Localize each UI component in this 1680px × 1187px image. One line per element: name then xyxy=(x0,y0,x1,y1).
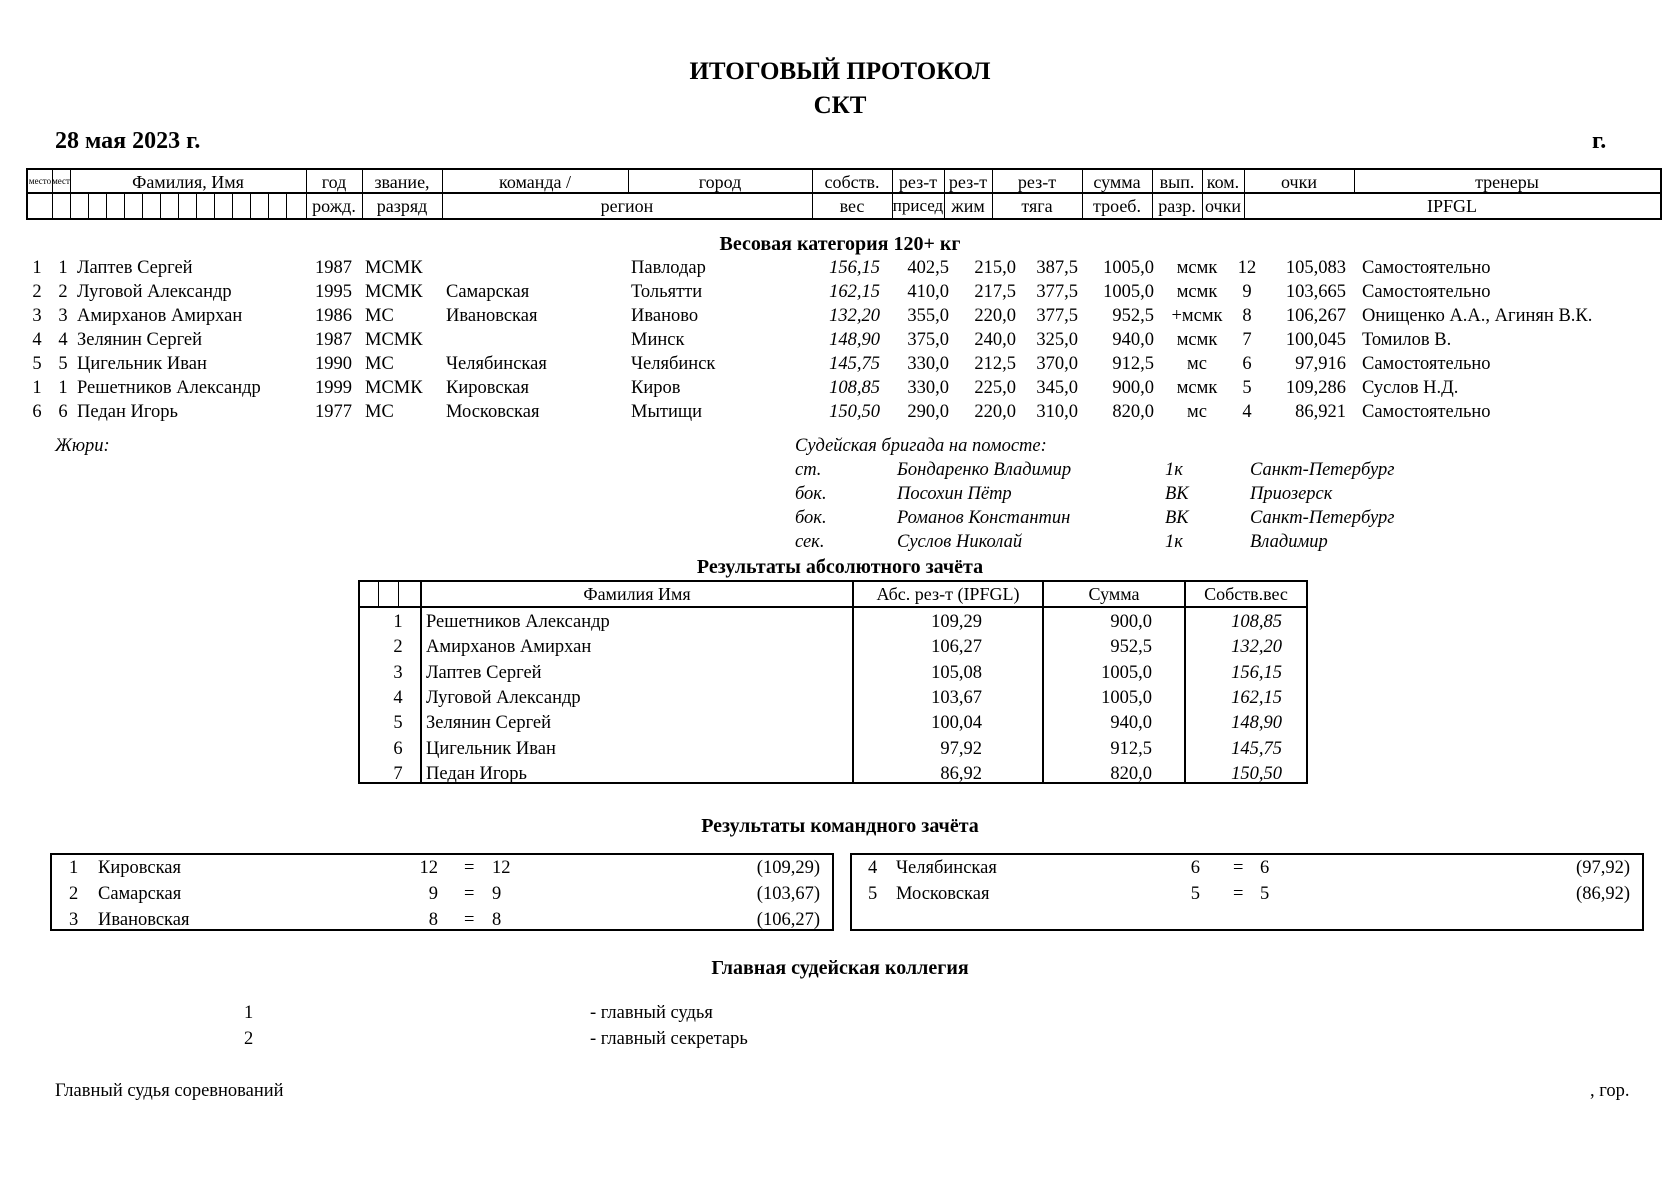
team-points: 5 xyxy=(1190,884,1200,904)
abs-row-bw: 162,15 xyxy=(1231,687,1282,708)
team-equals: = xyxy=(464,910,475,930)
athlete-vr: +мсмк xyxy=(1171,306,1223,326)
athlete-sq: 330,0 xyxy=(907,354,949,374)
abs-row-name: Решетников Александр xyxy=(426,612,610,632)
athlete-rank: МСМК xyxy=(365,258,423,278)
board-role: - главный судья xyxy=(590,1003,713,1023)
athlete-year: 1990 xyxy=(315,354,352,374)
athlete-dl: 345,0 xyxy=(1036,378,1078,398)
team-points: 6 xyxy=(1190,858,1200,878)
abs-header-sum: Сумма xyxy=(1088,584,1140,604)
teams-right-box xyxy=(850,853,1644,931)
teams-title: Результаты командного зачёта xyxy=(701,815,979,837)
col-name-header: Фамилия, Имя xyxy=(132,172,244,192)
team-equals: = xyxy=(464,884,475,904)
abs-row-name: Амирханов Амирхан xyxy=(426,637,592,658)
team-total: 8 xyxy=(492,910,502,930)
abs-header-name: Фамилия Имя xyxy=(583,584,691,604)
athlete-pts: 105,083 xyxy=(1285,258,1346,278)
athlete-pts: 86,921 xyxy=(1295,402,1346,422)
athlete-bp: 240,0 xyxy=(974,330,1016,350)
athlete-year: 1999 xyxy=(315,378,352,398)
team-equals: = xyxy=(1233,858,1244,878)
abs-header-bw: Собств.вес xyxy=(1204,584,1288,604)
team-best: (103,67) xyxy=(756,884,820,904)
judge-name: Романов Константин xyxy=(897,508,1071,528)
athlete-rank: МСМК xyxy=(365,282,423,302)
team-best: (106,27) xyxy=(756,910,820,930)
athlete-city: Минск xyxy=(631,330,685,350)
athlete-city: Челябинск xyxy=(631,354,716,374)
col-rank-header: звание, xyxy=(374,172,430,192)
athlete-p2: 1 xyxy=(58,258,68,278)
col-place-header: место xyxy=(28,176,52,186)
athlete-bp: 220,0 xyxy=(974,306,1016,326)
athlete-bw: 145,75 xyxy=(829,354,880,374)
abs-row-bw: 150,50 xyxy=(1231,763,1282,784)
athlete-pts: 100,045 xyxy=(1285,330,1346,350)
abs-row-sum: 912,5 xyxy=(1110,738,1152,759)
abs-row-place: 1 xyxy=(393,612,403,632)
team-points: 12 xyxy=(419,858,438,878)
athlete-team: Самарская xyxy=(446,282,530,302)
athlete-tp: 9 xyxy=(1242,282,1252,302)
abs-row-name: Педан Игорь xyxy=(426,763,527,784)
athlete-team: Ивановская xyxy=(446,306,538,326)
col-team-points-header-2: очки xyxy=(1205,196,1241,216)
abs-row-place: 6 xyxy=(393,738,403,759)
col-formula-header: IPFGL xyxy=(1426,196,1477,216)
footer-city: , гор. xyxy=(1590,1081,1630,1101)
footer-chief-judge: Главный судья соревнований xyxy=(55,1081,284,1101)
abs-row-place: 3 xyxy=(393,662,403,683)
document-date: 28 мая 2023 г. xyxy=(55,128,201,154)
team-total: 6 xyxy=(1260,858,1270,878)
category-title: Весовая категория 120+ кг xyxy=(719,233,961,255)
brigade-title: Судейская бригада на помосте: xyxy=(795,436,1047,456)
athlete-rank: МСМК xyxy=(365,330,423,350)
abs-row-sum: 1005,0 xyxy=(1101,662,1152,683)
abs-row-result: 86,92 xyxy=(940,763,982,784)
team-total: 12 xyxy=(492,858,511,878)
header-grid xyxy=(26,168,1662,220)
abs-row-sum: 940,0 xyxy=(1110,713,1152,734)
judge-role: бок. xyxy=(795,484,827,504)
athlete-rank: МСМК xyxy=(365,378,423,398)
athlete-name: Зелянин Сергей xyxy=(77,330,203,350)
athlete-p2: 3 xyxy=(58,306,68,326)
abs-row-bw: 145,75 xyxy=(1231,738,1282,759)
athlete-p1: 2 xyxy=(32,282,42,302)
team-place: 3 xyxy=(69,910,79,930)
team-equals: = xyxy=(464,858,475,878)
athlete-name: Луговой Александр xyxy=(77,282,232,302)
team-points: 8 xyxy=(428,910,438,930)
athlete-dl: 377,5 xyxy=(1036,306,1078,326)
team-place: 5 xyxy=(868,884,878,904)
athlete-coach: Онищенко А.А., Агинян В.К. xyxy=(1362,306,1593,326)
athlete-dl: 387,5 xyxy=(1036,258,1078,278)
col-total-header-2: троеб. xyxy=(1093,196,1141,216)
athlete-total: 820,0 xyxy=(1112,402,1154,422)
athlete-vr: мсмк xyxy=(1176,378,1218,398)
col-year-header-2: рожд. xyxy=(312,196,356,216)
athlete-vr: мсмк xyxy=(1176,282,1218,302)
judge-role: сек. xyxy=(795,532,825,552)
athlete-name: Амирханов Амирхан xyxy=(77,306,243,326)
athlete-city: Тольятти xyxy=(631,282,703,302)
athlete-bp: 217,5 xyxy=(974,282,1016,302)
teams-left-box xyxy=(50,853,834,931)
abs-row-bw: 148,90 xyxy=(1231,713,1282,734)
judge-category: ВК xyxy=(1165,484,1189,504)
athlete-pts: 109,286 xyxy=(1285,378,1346,398)
athlete-coach: Самостоятельно xyxy=(1362,354,1491,374)
team-total: 9 xyxy=(492,884,502,904)
col-squat-header: рез-т xyxy=(898,172,938,192)
team-name: Ивановская xyxy=(98,910,190,930)
judge-category: 1к xyxy=(1165,532,1183,552)
team-best: (97,92) xyxy=(1576,858,1630,878)
athlete-bp: 220,0 xyxy=(974,402,1016,422)
col-bench-header: рез-т xyxy=(948,172,988,192)
abs-row-name: Лаптев Сергей xyxy=(426,662,542,683)
athlete-total: 940,0 xyxy=(1112,330,1154,350)
team-best: (109,29) xyxy=(756,858,820,878)
abs-row-bw: 132,20 xyxy=(1231,637,1282,658)
athlete-bp: 212,5 xyxy=(974,354,1016,374)
athlete-tp: 5 xyxy=(1242,378,1252,398)
team-total: 5 xyxy=(1260,884,1270,904)
athlete-p2: 2 xyxy=(58,282,68,302)
athlete-city: Иваново xyxy=(631,306,699,326)
col-team-points-header: ком. xyxy=(1206,172,1240,192)
judge-category: ВК xyxy=(1165,508,1189,528)
athlete-vr: мс xyxy=(1187,354,1207,374)
athlete-sq: 410,0 xyxy=(907,282,949,302)
athlete-dl: 377,5 xyxy=(1036,282,1078,302)
abs-row-bw: 108,85 xyxy=(1231,612,1282,632)
judge-city: Санкт-Петербург xyxy=(1250,508,1395,528)
athlete-p1: 3 xyxy=(32,306,42,326)
athlete-name: Решетников Александр xyxy=(77,378,261,398)
athlete-p1: 1 xyxy=(32,378,42,398)
athlete-sq: 375,0 xyxy=(907,330,949,350)
athlete-coach: Самостоятельно xyxy=(1362,402,1491,422)
athlete-bw: 156,15 xyxy=(829,258,880,278)
abs-row-result: 106,27 xyxy=(931,637,982,658)
team-equals: = xyxy=(1233,884,1244,904)
team-place: 4 xyxy=(868,858,878,878)
athlete-p1: 4 xyxy=(32,330,42,350)
abs-row-result: 109,29 xyxy=(931,612,982,632)
athlete-p2: 4 xyxy=(58,330,68,350)
athlete-total: 900,0 xyxy=(1112,378,1154,398)
athlete-year: 1986 xyxy=(315,306,352,326)
abs-row-sum: 820,0 xyxy=(1110,763,1152,784)
athlete-rank: МС xyxy=(365,354,394,374)
judge-role: ст. xyxy=(795,460,822,480)
team-place: 2 xyxy=(69,884,79,904)
athlete-tp: 8 xyxy=(1242,306,1252,326)
abs-row-place: 4 xyxy=(393,687,403,708)
athlete-tp: 4 xyxy=(1242,402,1252,422)
athlete-rank: МС xyxy=(365,402,394,422)
document-title: ИТОГОВЫЙ ПРОТОКОЛ xyxy=(689,58,991,85)
athlete-p1: 1 xyxy=(32,258,42,278)
col-rank-done-header-2: разр. xyxy=(1158,196,1196,216)
athlete-p2: 6 xyxy=(58,402,68,422)
athlete-pts: 97,916 xyxy=(1295,354,1346,374)
athlete-city: Мытищи xyxy=(631,402,703,422)
athlete-bp: 215,0 xyxy=(974,258,1016,278)
athlete-total: 1005,0 xyxy=(1103,282,1154,302)
abs-row-sum: 900,0 xyxy=(1110,612,1152,632)
abs-row-place: 5 xyxy=(393,713,403,734)
judge-city: Санкт-Петербург xyxy=(1250,460,1395,480)
board-number: 1 xyxy=(244,1003,254,1023)
abs-row-result: 105,08 xyxy=(931,662,982,683)
athlete-vr: мсмк xyxy=(1176,258,1218,278)
col-team-header: команда / xyxy=(498,172,572,192)
team-points: 9 xyxy=(428,884,438,904)
col-rank-header-2: разряд xyxy=(376,196,428,216)
col-bw-header-2: вес xyxy=(839,196,865,216)
col-bw-header: собств. xyxy=(824,172,880,192)
athlete-team: Кировская xyxy=(446,378,530,398)
athlete-total: 1005,0 xyxy=(1103,258,1154,278)
athlete-rank: МС xyxy=(365,306,394,326)
judge-city: Приозерск xyxy=(1250,484,1333,504)
athlete-p2: 5 xyxy=(58,354,68,374)
col-bench-header-2: жим xyxy=(951,196,985,216)
team-name: Челябинская xyxy=(896,858,997,878)
athlete-p1: 6 xyxy=(32,402,42,422)
athlete-name: Лаптев Сергей xyxy=(77,258,193,278)
abs-row-sum: 1005,0 xyxy=(1101,687,1152,708)
athlete-bp: 225,0 xyxy=(974,378,1016,398)
abs-row-name: Цигельник Иван xyxy=(426,738,556,759)
col-squat-header-2: присед xyxy=(892,196,944,215)
abs-row-place: 7 xyxy=(393,763,403,784)
jury-label: Жюри: xyxy=(55,436,110,456)
judge-name: Суслов Николай xyxy=(897,532,1023,552)
board-role: - главный секретарь xyxy=(590,1029,748,1049)
athlete-team: Московская xyxy=(446,402,540,422)
athlete-name: Педан Игорь xyxy=(77,402,178,422)
abs-header-result: Абс. рез-т (IPFGL) xyxy=(876,584,1020,604)
document-subtitle: СКТ xyxy=(813,92,867,119)
athlete-dl: 310,0 xyxy=(1036,402,1078,422)
judge-role: бок. xyxy=(795,508,827,528)
abs-row-place: 2 xyxy=(393,637,403,658)
abs-row-result: 97,92 xyxy=(940,738,982,759)
athlete-coach: Суслов Н.Д. xyxy=(1362,378,1459,398)
judge-name: Посохин Пётр xyxy=(897,484,1012,504)
athlete-tp: 7 xyxy=(1242,330,1252,350)
abs-row-result: 103,67 xyxy=(931,687,982,708)
athlete-team: Челябинская xyxy=(446,354,547,374)
athlete-tp: 6 xyxy=(1242,354,1252,374)
athlete-tp: 12 xyxy=(1237,258,1257,278)
board-number: 2 xyxy=(244,1029,254,1049)
athlete-name: Цигельник Иван xyxy=(77,354,207,374)
athlete-vr: мс xyxy=(1187,402,1207,422)
abs-row-name: Зелянин Сергей xyxy=(426,713,552,734)
col-place2-header: мест xyxy=(52,176,70,186)
athlete-year: 1977 xyxy=(315,402,352,422)
athlete-city: Киров xyxy=(631,378,681,398)
athlete-year: 1987 xyxy=(315,258,352,278)
col-deadlift-header: рез-т xyxy=(1017,172,1057,192)
athlete-total: 912,5 xyxy=(1112,354,1154,374)
team-name: Самарская xyxy=(98,884,182,904)
col-rank-done-header: вып. xyxy=(1159,172,1195,192)
athlete-year: 1995 xyxy=(315,282,352,302)
athlete-coach: Самостоятельно xyxy=(1362,282,1491,302)
abs-row-sum: 952,5 xyxy=(1110,637,1152,658)
athlete-bw: 132,20 xyxy=(829,306,880,326)
judge-name: Бондаренко Владимир xyxy=(897,460,1072,480)
col-total-header: сумма xyxy=(1093,172,1141,192)
athlete-sq: 355,0 xyxy=(907,306,949,326)
athlete-coach: Томилов В. xyxy=(1362,330,1452,350)
athlete-bw: 108,85 xyxy=(829,378,880,398)
athlete-bw: 162,15 xyxy=(829,282,880,302)
abs-row-name: Луговой Александр xyxy=(426,687,581,708)
athlete-bw: 148,90 xyxy=(829,330,880,350)
col-year-header: год xyxy=(321,172,347,192)
team-place: 1 xyxy=(69,858,79,878)
athlete-total: 952,5 xyxy=(1112,306,1154,326)
absolute-title: Результаты абсолютного зачёта xyxy=(696,556,984,578)
athlete-year: 1987 xyxy=(315,330,352,350)
athlete-pts: 106,267 xyxy=(1285,306,1346,326)
judge-category: 1к xyxy=(1165,460,1183,480)
athlete-sq: 290,0 xyxy=(907,402,949,422)
team-name: Кировская xyxy=(98,858,182,878)
athlete-bw: 150,50 xyxy=(829,402,880,422)
athlete-sq: 402,5 xyxy=(907,258,949,278)
athlete-p1: 5 xyxy=(32,354,42,374)
board-title: Главная судейская коллегия xyxy=(711,957,969,979)
col-region-header: регион xyxy=(600,196,654,216)
document-date-right: г. xyxy=(1592,128,1607,154)
abs-row-result: 100,04 xyxy=(931,713,982,734)
athlete-sq: 330,0 xyxy=(907,378,949,398)
judge-city: Владимир xyxy=(1250,532,1328,552)
col-points-header: очки xyxy=(1281,172,1317,192)
athlete-p2: 1 xyxy=(58,378,68,398)
col-city-header: город xyxy=(698,172,742,192)
athlete-coach: Самостоятельно xyxy=(1362,258,1491,278)
athlete-vr: мсмк xyxy=(1176,330,1218,350)
athlete-city: Павлодар xyxy=(631,258,706,278)
abs-row-bw: 156,15 xyxy=(1231,662,1282,683)
col-coach-header: тренеры xyxy=(1475,172,1539,192)
athlete-dl: 325,0 xyxy=(1036,330,1078,350)
absolute-table xyxy=(358,580,1308,784)
team-name: Московская xyxy=(896,884,990,904)
athlete-pts: 103,665 xyxy=(1285,282,1346,302)
athlete-dl: 370,0 xyxy=(1036,354,1078,374)
team-best: (86,92) xyxy=(1576,884,1630,904)
col-deadlift-header-2: тяга xyxy=(1021,196,1053,216)
